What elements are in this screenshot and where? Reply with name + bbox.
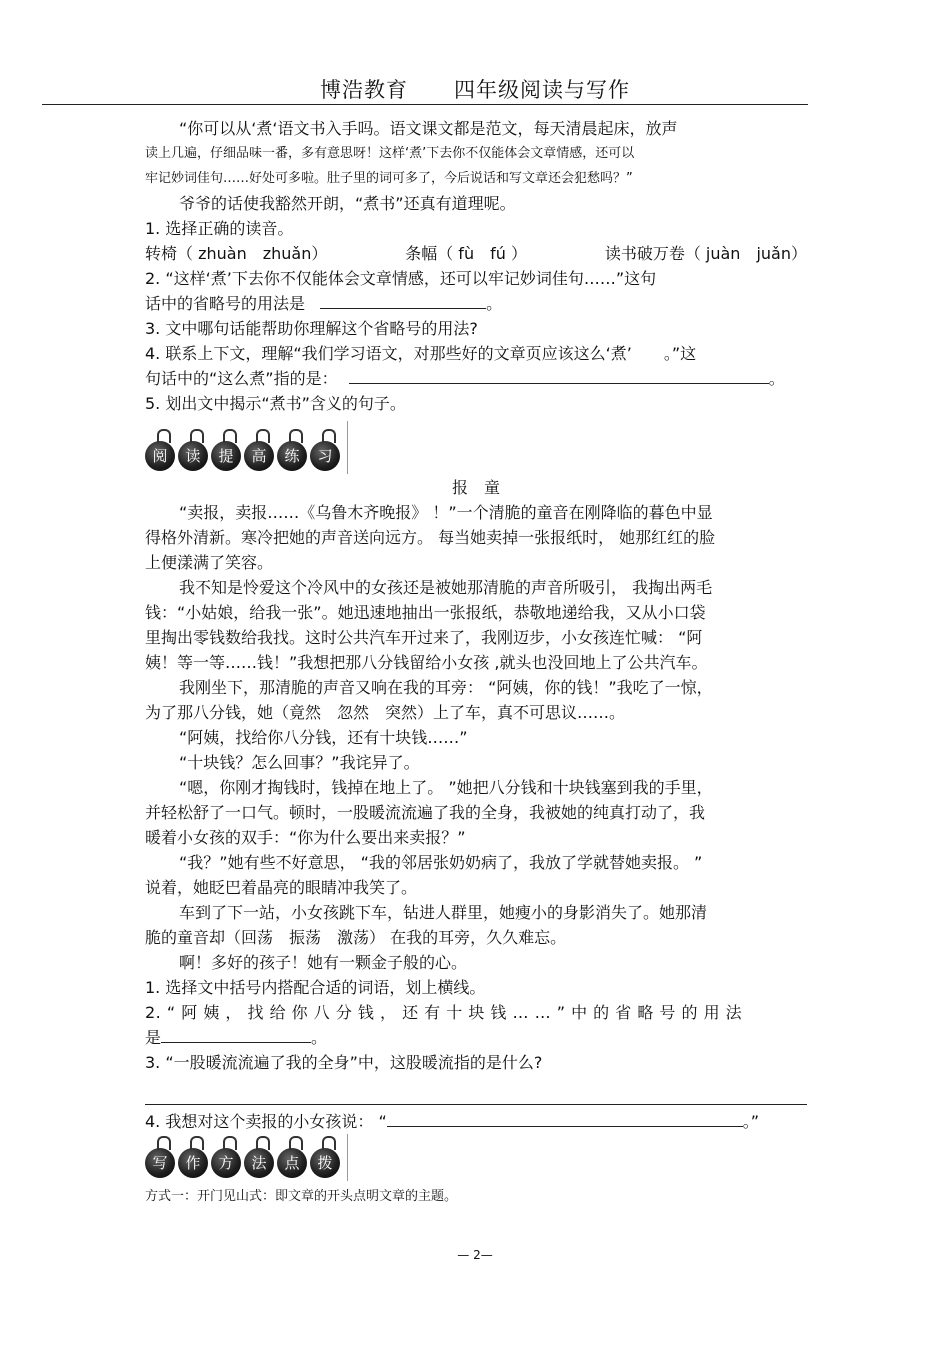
question-text: 。	[768, 369, 785, 388]
section-banner-reading	[145, 419, 807, 473]
answer-line[interactable]	[145, 1104, 807, 1105]
story-line: 车到了下一站，小女孩跳下车，钻进人群里，她瘦小的身影消失了。她那清	[179, 903, 708, 922]
fuse-icon	[322, 429, 336, 443]
story-line: 里掏出零钱数给我找。这时公共汽车开过来了，我刚迈步，小女孩连忙喊： “阿	[145, 628, 703, 647]
answer-blank[interactable]	[387, 1110, 743, 1127]
fuse-icon	[322, 1136, 336, 1150]
story-line: 为了那八分钱，她（竟然 忽然 突然）上了车，真不可思议……。	[145, 703, 626, 722]
story-question-3: 3. “一股暖流流遍了我的全身”中，这股暖流指的是什么?	[145, 1053, 543, 1072]
fuse-icon	[157, 429, 171, 443]
story-line: “阿姨，找给你八分钱，还有十块钱……”	[179, 728, 468, 747]
header-subject: 四年级阅读与写作	[454, 78, 630, 102]
fuse-icon	[157, 1136, 171, 1150]
story-line: 我不知是怜爱这个冷风中的女孩还是被她那清脆的声音所吸引， 我掏出两毛	[179, 578, 713, 597]
answer-blank[interactable]	[349, 367, 769, 384]
banner-char: 拨	[317, 1154, 333, 1172]
question-text: 。	[486, 294, 503, 313]
question-3: 3. 文中哪句话能帮助你理解这个省略号的用法?	[145, 319, 478, 338]
fuse-icon	[190, 1136, 204, 1150]
banner-char: 写	[152, 1154, 168, 1172]
pinyin-option-a: 转椅（ zhuàn zhuǎn）	[145, 244, 328, 263]
bomb-icon	[310, 1148, 340, 1178]
fuse-icon	[256, 1136, 270, 1150]
story-line: 并轻松舒了一口气。顿时，一股暖流流遍了我的全身，我被她的纯真打动了，我	[145, 803, 706, 822]
banner-char: 法	[251, 1154, 267, 1172]
story-line: 啊！多好的孩子！她有一颗金子般的心。	[179, 953, 468, 972]
bomb-icon	[211, 441, 241, 471]
story-line: 我刚坐下，那清脆的声音又响在我的耳旁： “阿姨，你的钱！”我吃了一惊，	[179, 678, 713, 697]
bomb-icon	[211, 1148, 241, 1178]
pinyin-option-b: 条幅（ fù fú ）	[405, 244, 527, 263]
page-header	[0, 74, 950, 104]
question-2: 2. “这样‘煮’下去你不仅能体会文章情感，还可以牢记妙词佳句……”这句	[145, 269, 657, 288]
story-question-1: 1. 选择文中括号内搭配合适的词语，划上横线。	[145, 978, 486, 997]
story-line: 说着，她眨巴着晶亮的眼睛冲我笑了。	[145, 878, 418, 897]
question-text: 。”	[742, 1112, 760, 1131]
banner-char: 读	[185, 447, 201, 465]
bomb-icon	[277, 1148, 307, 1178]
question-text: 是	[145, 1028, 162, 1047]
banner-icons	[143, 421, 348, 474]
question-5: 5. 划出文中揭示“煮书”含义的句子。	[145, 394, 406, 413]
story-line: “嗯，你刚才掏钱时，钱掉在地上了。 ”她把八分钱和十块钱塞到我的手里，	[179, 778, 713, 797]
question-4: 4. 联系上下文，理解“我们学习语文，对那些好的文章页应该这么‘煮’ 。”这	[145, 344, 697, 363]
story-question-2: 2. “ 阿 姨 ， 找 给 你 八 分 钱 ， 还 有 十 块 钱 … … ” 中 的 省 略 号 的 用 法	[145, 1003, 743, 1022]
fuse-icon	[223, 429, 237, 443]
banner-char: 高	[251, 447, 267, 465]
fuse-icon	[190, 429, 204, 443]
question-text: 话中的省略号的用法是	[145, 294, 306, 313]
story-line: 上便漾满了笑容。	[145, 553, 274, 572]
banner-icons	[143, 1134, 348, 1181]
fuse-icon	[223, 1136, 237, 1150]
fuse-icon	[289, 429, 303, 443]
story-line: “我？”她有些不好意思， “我的邻居张奶奶病了，我放了学就替她卖报。 ”	[179, 853, 703, 872]
answer-blank[interactable]	[320, 292, 486, 309]
story-line: 得格外清新。寒冷把她的声音送向远方。 每当她卖掉一张报纸时， 她那红红的脸	[145, 528, 716, 547]
paragraph-line: 爷爷的话使我豁然开朗，“煮书”还真有道理呢。	[179, 194, 516, 213]
story-line: 钱：“小姑娘，给我一张”。她迅速地抽出一张报纸，恭敬地递给我，又从小口袋	[145, 603, 706, 622]
story-line: 脆的童音却（回荡 振荡 激荡） 在我的耳旁，久久难忘。	[145, 928, 567, 947]
question-text: 句话中的“这么煮”指的是：	[145, 369, 338, 388]
story-text	[145, 500, 807, 975]
banner-char: 练	[284, 447, 300, 465]
fuse-icon	[289, 1136, 303, 1150]
story-question-2-line2	[145, 1025, 807, 1050]
method-line: 方式一：开门见山式：即文章的开头点明文章的主题。	[145, 1189, 458, 1204]
fuse-icon	[256, 429, 270, 443]
bomb-icon	[145, 1148, 175, 1178]
bomb-icon	[310, 441, 340, 471]
question-text: 。	[311, 1028, 328, 1047]
banner-char: 方	[218, 1154, 234, 1172]
story-line: “十块钱？怎么回事？”我诧异了。	[179, 753, 420, 772]
document-body	[145, 116, 807, 1209]
pinyin-option-c: 读书破万卷（ juàn juǎn）	[604, 244, 807, 263]
banner-char: 点	[284, 1154, 300, 1172]
answer-line-spacer	[145, 1075, 807, 1100]
bomb-icon	[178, 441, 208, 471]
bomb-icon	[178, 1148, 208, 1178]
page-number: — 2—	[457, 1248, 493, 1262]
bomb-icon	[145, 441, 175, 471]
paragraph-line: 读上几遍，仔细品味一番，多有意思呀！这样‘煮’下去你不仅能体会文章情感，还可以	[145, 146, 635, 161]
story-title: 报 童	[451, 478, 500, 497]
bomb-icon	[244, 1148, 274, 1178]
question-2-line2	[145, 291, 807, 316]
story-question-4	[145, 1109, 807, 1134]
bomb-icon	[244, 441, 274, 471]
question-text: 4. 我想对这个卖报的小女孩说： “	[145, 1112, 387, 1131]
header-rule	[42, 104, 808, 105]
paragraph-line: 牢记妙词佳句……好处可多啦。肚子里的词可多了，今后说话和写文章还会犯愁吗？”	[145, 171, 633, 186]
section-banner-writing	[145, 1134, 807, 1182]
banner-char: 提	[218, 447, 234, 465]
header-school: 博浩教育	[320, 78, 408, 102]
banner-char: 阅	[152, 447, 168, 465]
banner-char: 作	[185, 1154, 201, 1172]
story-line: 暖着小女孩的双手：“你为什么要出来卖报？”	[145, 828, 466, 847]
banner-char: 习	[317, 447, 333, 465]
question-1: 1. 选择正确的读音。	[145, 219, 294, 238]
bomb-icon	[277, 441, 307, 471]
paragraph-line: “你可以从‘煮‘语文书入手吗。语文课文都是范文，每天清晨起床，放声	[179, 119, 678, 138]
pinyin-options	[145, 241, 807, 266]
story-line: “卖报，卖报……《乌鲁木齐晚报》 ！”一个清脆的童音在刚降临的暮色中显	[179, 503, 713, 522]
answer-blank[interactable]	[161, 1026, 311, 1043]
story-line: 姨！等一等……钱！”我想把那八分钱留给小女孩 ,就头也没回地上了公共汽车。	[145, 653, 708, 672]
question-4-line2	[145, 366, 807, 391]
